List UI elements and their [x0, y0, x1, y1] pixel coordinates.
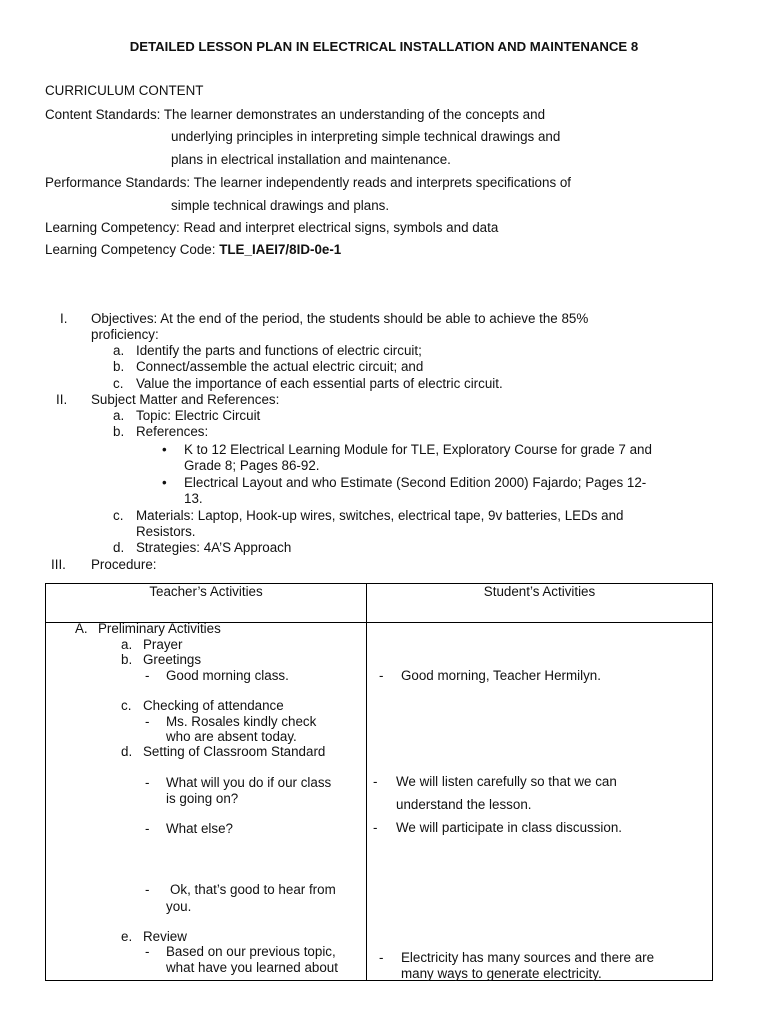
competency-code-label: Learning Competency Code: — [45, 242, 216, 257]
objective-c: Value the importance of each essential parts of electric circuit. — [136, 376, 503, 391]
attendance-line-2: who are absent today. — [166, 729, 297, 744]
objective-b: Connect/assemble the actual electric circuit; and — [136, 359, 424, 374]
dash-icon: - — [145, 775, 150, 790]
teacher-greeting: Good morning class. — [166, 668, 289, 683]
question-1-line-2: is going on? — [166, 791, 239, 806]
attendance-line-1: Ms. Rosales kindly check — [166, 714, 317, 729]
topic: Topic: Electric Circuit — [136, 408, 261, 423]
section-i-number: I. — [60, 311, 68, 326]
dash-icon: - — [379, 950, 384, 965]
content-standards-label: Content Standards: — [45, 107, 161, 122]
dash-icon: - — [373, 774, 378, 789]
student-answer-2: We will participate in class discussion. — [396, 820, 622, 835]
dash-icon: - — [379, 668, 384, 683]
procedure-table — [45, 583, 713, 981]
prelim-marker: A. — [75, 621, 88, 636]
question-2: What else? — [166, 821, 233, 836]
prayer: Prayer — [143, 637, 183, 652]
procedure-heading: Procedure: — [91, 557, 157, 572]
preliminary-activities: Preliminary Activities — [98, 621, 221, 636]
dash-icon: - — [145, 668, 150, 683]
bullet-icon: • — [162, 442, 167, 457]
content-standards-line-1 — [45, 107, 545, 123]
greetings-marker: b. — [121, 652, 133, 667]
objective-c-marker: c. — [113, 376, 124, 391]
dash-icon: - — [145, 821, 150, 836]
greetings: Greetings — [143, 652, 202, 667]
strategies: Strategies: 4A’S Approach — [136, 540, 292, 555]
dash-icon: - — [145, 882, 150, 897]
references-heading: References: — [136, 424, 209, 439]
student-activities-header: Student’s Activities — [367, 584, 713, 623]
reference-1-line-2: Grade 8; Pages 86-92. — [184, 458, 320, 473]
objective-b-marker: b. — [113, 359, 125, 374]
dash-icon: - — [145, 714, 150, 729]
topic-marker: a. — [113, 408, 125, 423]
student-activities-cell — [367, 623, 713, 981]
student-answer-3-line-2: many ways to generate electricity. — [401, 966, 602, 981]
student-answer-3-line-1: Electricity has many sources and there are — [401, 950, 655, 965]
materials-line-1: Materials: Laptop, Hook-up wires, switches, electrical tape, 9v batteries, LEDs and — [136, 508, 624, 523]
curriculum-heading: CURRICULUM CONTENT — [45, 83, 204, 98]
performance-standards-line-2: simple technical drawings and plans. — [171, 198, 390, 213]
content-standards-line-2: underlying principles in interpreting simple technical drawings and — [171, 129, 561, 144]
review-line-1: Based on our previous topic, — [166, 944, 336, 959]
review-marker: e. — [121, 929, 133, 944]
materials-marker: c. — [113, 508, 124, 523]
materials-line-2: Resistors. — [136, 524, 196, 539]
content-standards-line-3: plans in electrical installation and maintenance. — [171, 152, 451, 167]
dash-icon: - — [145, 944, 150, 959]
bullet-icon: • — [162, 475, 167, 490]
learning-competency: Learning Competency: Read and interpret electrical signs, symbols and data — [45, 220, 499, 235]
review: Review — [143, 929, 187, 944]
content-standards-text: The learner demonstrates an understanding of the concepts and — [163, 107, 546, 122]
review-line-2: what have you learned about — [166, 960, 338, 975]
attendance-marker: c. — [121, 698, 132, 713]
checking-attendance: Checking of attendance — [143, 698, 284, 713]
performance-standards-text: The learner independently reads and interprets specifications of — [193, 175, 572, 190]
teacher-activities-header: Teacher’s Activities — [46, 584, 367, 623]
section-ii-number: II. — [56, 392, 68, 407]
student-greeting: Good morning, Teacher Hermilyn. — [401, 668, 601, 683]
document-title: DETAILED LESSON PLAN IN ELECTRICAL INSTALLATION AND MAINTENANCE 8 — [129, 39, 639, 54]
reference-1-line-1: K to 12 Electrical Learning Module for TLE, Exploratory Course for grade 7 and — [184, 442, 652, 457]
ok-line-2: you. — [166, 899, 192, 914]
subject-matter-heading: Subject Matter and References: — [91, 392, 280, 407]
performance-standards-label: Performance Standards: — [45, 175, 191, 190]
standard-marker: d. — [121, 744, 133, 759]
student-answer-1-line-1: We will listen carefully so that we can — [396, 774, 617, 789]
classroom-standard: Setting of Classroom Standard — [143, 744, 326, 759]
objectives-line-2: proficiency: — [91, 327, 159, 342]
prayer-marker: a. — [121, 637, 133, 652]
competency-code-line — [45, 242, 341, 258]
ok-line-1: Ok, that’s good to hear from — [170, 882, 336, 897]
student-answer-1-line-2: understand the lesson. — [396, 797, 532, 812]
reference-2-line-2: 13. — [184, 491, 203, 506]
performance-standards-line-1 — [45, 175, 571, 191]
competency-code: TLE_IAEI7/8ID-0e-1 — [219, 242, 342, 257]
dash-icon: - — [373, 820, 378, 835]
reference-2-line-1: Electrical Layout and who Estimate (Second Edition 2000) Fajardo; Pages 12- — [184, 475, 647, 490]
objective-a: Identify the parts and functions of electric circuit; — [136, 343, 422, 358]
strategies-marker: d. — [113, 540, 125, 555]
objectives-line-1: Objectives: At the end of the period, the students should be able to achieve the 85% — [91, 311, 589, 326]
teacher-activities-cell — [46, 623, 367, 981]
section-iii-number: III. — [51, 557, 66, 572]
references-marker: b. — [113, 424, 125, 439]
question-1-line-1: What will you do if our class — [166, 775, 332, 790]
objective-a-marker: a. — [113, 343, 125, 358]
